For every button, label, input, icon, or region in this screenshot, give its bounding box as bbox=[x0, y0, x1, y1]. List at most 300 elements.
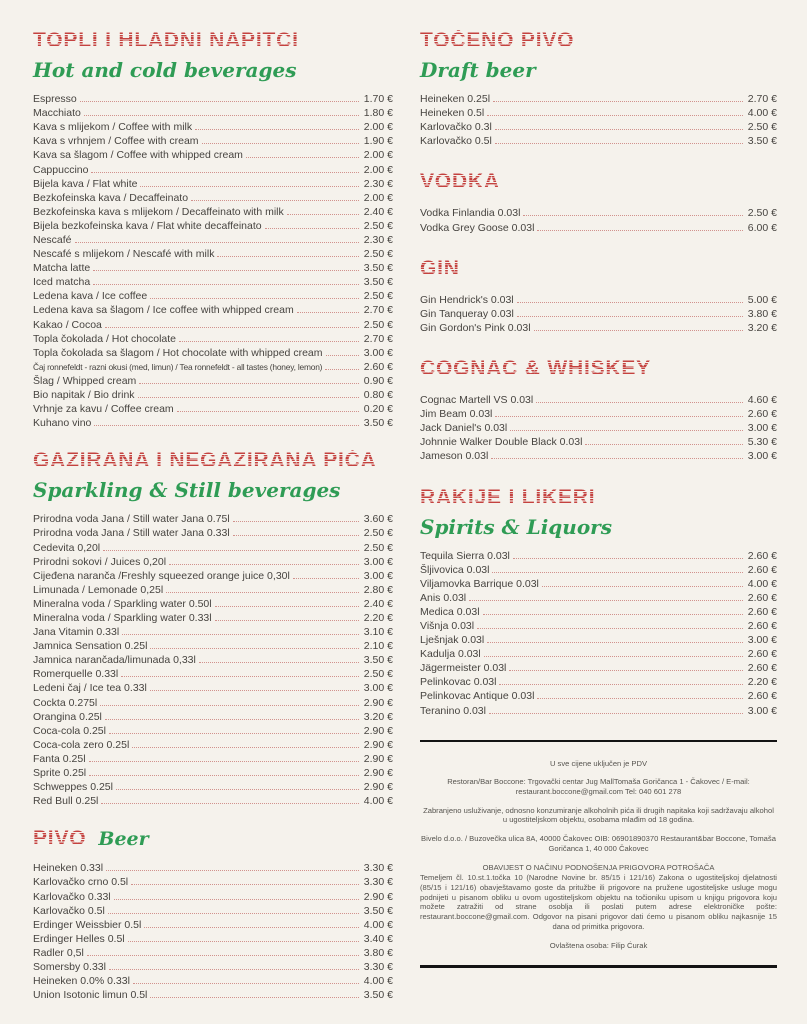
dot-leader bbox=[100, 705, 359, 706]
dot-leader bbox=[495, 416, 742, 417]
menu-item-row bbox=[33, 794, 393, 808]
item-price: 2.50 € bbox=[363, 668, 393, 681]
item-name: Bijela bezkofeinska kava / Flat white decaffeinato bbox=[33, 219, 262, 232]
dot-leader bbox=[114, 899, 359, 900]
dot-leader bbox=[217, 256, 358, 257]
item-price: 2.90 € bbox=[363, 738, 393, 751]
item-price: 3.50 € bbox=[363, 904, 393, 917]
menu-item-row bbox=[33, 416, 393, 430]
item-name: Kadulja 0.03l bbox=[420, 648, 481, 661]
item-name: Viljamovka Barrique 0.03l bbox=[420, 577, 539, 590]
menu-item-row bbox=[420, 633, 777, 647]
dot-leader bbox=[215, 606, 359, 607]
menu-item-row bbox=[33, 667, 393, 681]
item-name: Cijeđena naranča /Freshly squeezed orange juice 0,30l bbox=[33, 569, 290, 582]
item-name: Kava s vrhnjem / Coffee with cream bbox=[33, 135, 199, 148]
menu-item-row bbox=[33, 289, 393, 303]
item-name: Lješnjak 0.03l bbox=[420, 634, 485, 647]
dot-leader bbox=[487, 115, 743, 116]
item-price: 3.60 € bbox=[363, 513, 393, 526]
item-price: 0.80 € bbox=[363, 389, 393, 402]
company-info: Bivelo d.o.o. / Buzovečka ulica 8A, 40000 Čakovec OIB: 06901890370 Restaurant&bar Boccone, Tomaša Goričanca 1, 40 000 Čakovec bbox=[421, 834, 776, 853]
item-price: 2.50 € bbox=[363, 527, 393, 540]
item-price: 2.60 € bbox=[363, 360, 393, 373]
menu-items bbox=[420, 393, 777, 463]
menu-section-beer bbox=[33, 828, 393, 1002]
menu-item-row bbox=[33, 918, 393, 932]
item-price: 2.90 € bbox=[363, 767, 393, 780]
item-price: 2.70 € bbox=[363, 304, 393, 317]
item-price: 3.50 € bbox=[363, 417, 393, 430]
item-price: 2.60 € bbox=[747, 563, 777, 576]
dot-leader bbox=[195, 129, 359, 130]
dot-leader bbox=[325, 369, 359, 370]
section-header bbox=[420, 30, 777, 81]
dot-leader bbox=[105, 327, 359, 328]
menu-item-row bbox=[33, 332, 393, 346]
item-price: 2.00 € bbox=[363, 163, 393, 176]
menu-item-row bbox=[420, 221, 777, 235]
dot-leader bbox=[177, 411, 359, 412]
dot-leader bbox=[536, 402, 743, 403]
item-price: 2.30 € bbox=[363, 177, 393, 190]
menu-item-row bbox=[420, 321, 777, 335]
complaint-notice-title: OBAVIJEST O NAČINU PODNOŠENJA PRIGOVORA POTROŠAČA bbox=[482, 862, 715, 872]
section-subtitle: Spirits & Liquors bbox=[420, 514, 612, 539]
vat-note: U sve cijene uključen je PDV bbox=[549, 758, 648, 768]
item-price: 2.20 € bbox=[363, 612, 393, 624]
item-name: Cockta 0.275l bbox=[33, 696, 98, 709]
item-price: 3.80 € bbox=[747, 307, 777, 320]
item-name: Bio napitak / Bio drink bbox=[33, 389, 135, 402]
menu-item-row bbox=[33, 875, 393, 889]
item-price: 2.60 € bbox=[747, 408, 777, 421]
menu-items bbox=[420, 293, 777, 335]
item-name: Johnnie Walker Double Black 0.03l bbox=[420, 436, 583, 449]
item-price: 3.00 € bbox=[747, 704, 777, 717]
item-name: Limunada / Lemonade 0,25l bbox=[33, 583, 164, 596]
item-price: 3.50 € bbox=[363, 276, 393, 289]
dot-leader bbox=[523, 215, 742, 216]
item-price: 3.00 € bbox=[747, 634, 777, 647]
section-header bbox=[33, 30, 393, 81]
item-name: Karlovačko 0.33l bbox=[33, 890, 111, 903]
dot-leader bbox=[108, 913, 359, 914]
item-name: Nescafé s mlijekom / Nescafé with milk bbox=[33, 248, 215, 261]
menu-item-row bbox=[33, 318, 393, 332]
item-name: Kava sa šlagom / Coffee with whipped cream bbox=[33, 149, 243, 162]
item-price: 3.20 € bbox=[747, 321, 777, 334]
item-name: Orangina 0.25l bbox=[33, 710, 102, 723]
item-price: 2.00 € bbox=[363, 191, 393, 204]
contact-line: Restoran/Bar Boccone: Trgovački centar Jug MallTomaša Goričanca 1 - Čakovec / E-mail: restaurant.boccone@gmail.com Tel: 040 601 278 bbox=[447, 777, 750, 797]
menu-item-row bbox=[33, 191, 393, 205]
item-name: Fanta 0.25l bbox=[33, 752, 86, 765]
item-name: Coca-cola 0.25l bbox=[33, 724, 106, 737]
item-name: Topla čokolada sa šlagom / Hot chocolate with whipped cream bbox=[33, 346, 323, 359]
menu-item-row bbox=[33, 583, 393, 597]
menu-item-row bbox=[33, 233, 393, 247]
menu-item-row bbox=[33, 890, 393, 904]
item-price: 4.00 € bbox=[363, 975, 393, 988]
menu-item-row bbox=[33, 960, 393, 974]
item-price: 3.00 € bbox=[363, 346, 393, 359]
dot-leader bbox=[109, 733, 359, 734]
dot-leader bbox=[133, 983, 359, 984]
item-price: 3.50 € bbox=[747, 135, 777, 148]
item-price: 4.60 € bbox=[747, 394, 777, 407]
item-price: 2.50 € bbox=[363, 219, 393, 232]
item-name: Heineken 0.0% 0.33l bbox=[33, 975, 130, 988]
menu-item-row bbox=[33, 219, 393, 233]
menu-item-row bbox=[33, 346, 393, 360]
item-name: Ledena kava sa šlagom / Ice coffee with whipped cream bbox=[33, 304, 294, 317]
menu-item-row bbox=[420, 134, 777, 148]
dot-leader bbox=[493, 101, 743, 102]
dot-leader bbox=[150, 997, 358, 998]
item-name: Erdinger Weissbier 0.5l bbox=[33, 918, 142, 931]
item-price: 2.30 € bbox=[363, 233, 393, 246]
item-price: 2.60 € bbox=[747, 662, 777, 675]
complaint-notice-text: Temeljem čl. 10.st.1.točka 10 (Narodne Novine br. 85/15 i 121/16) Zakona o ugostiteljskoj djelatnosti (85/15 i 121/16) obavještavamo goste da pritužbe ili prigovore na pružene ugostiteljske usluge mogu podnijeti u pisanom obliku u ovom ugostiteljskom objektu na točioniku upisom u knjigu prigovora koju možete zatražiti od strane osoblja ili poslati putem adrese elektroničke pošte: restaurant.boccone@gmail.com. Odgovor na pisani prigovor dati ćemo u pisanom obliku najkasnije 15 dana od primitka prigovora. bbox=[420, 873, 777, 931]
item-name: Somersby 0.33l bbox=[33, 961, 106, 974]
dot-leader bbox=[509, 670, 742, 671]
item-name: Bijela kava / Flat white bbox=[33, 177, 138, 190]
item-price: 3.00 € bbox=[747, 450, 777, 463]
dot-leader bbox=[94, 425, 358, 426]
item-name: Cappuccino bbox=[33, 163, 89, 176]
menu-item-row bbox=[33, 625, 393, 639]
item-name: Karlovačko crno 0.5l bbox=[33, 876, 129, 889]
menu-item-row bbox=[33, 402, 393, 416]
item-price: 2.50 € bbox=[747, 121, 777, 134]
item-name: Mineralna voda / Sparkling water 0.50l bbox=[33, 597, 212, 610]
item-price: 3.30 € bbox=[363, 876, 393, 889]
item-price: 2.90 € bbox=[363, 752, 393, 765]
dot-leader bbox=[542, 586, 743, 587]
item-price: 3.30 € bbox=[363, 862, 393, 875]
item-price: 3.00 € bbox=[363, 555, 393, 568]
item-price: 3.00 € bbox=[747, 422, 777, 435]
item-name: Gin Tanqueray 0.03l bbox=[420, 307, 514, 320]
item-name: Union Isotonic limun 0.5l bbox=[33, 989, 148, 1002]
menu-item-row bbox=[33, 710, 393, 724]
dot-leader bbox=[265, 228, 359, 229]
dot-leader bbox=[293, 578, 359, 579]
dot-leader bbox=[215, 620, 359, 621]
section-header bbox=[420, 487, 777, 538]
item-name: Mineralna voda / Sparkling water 0.33l bbox=[33, 612, 212, 624]
item-name: Teranino 0.03l bbox=[420, 704, 486, 717]
item-name: Radler 0,5l bbox=[33, 946, 84, 959]
section-title: TOČENO PIVO bbox=[420, 30, 777, 52]
menu-item-row bbox=[33, 988, 393, 1002]
menu-item-row bbox=[33, 569, 393, 583]
dot-leader bbox=[75, 242, 359, 243]
item-name: Topla čokolada / Hot chocolate bbox=[33, 332, 177, 345]
menu-item-row bbox=[33, 92, 393, 106]
item-price: 3.50 € bbox=[363, 989, 393, 1002]
menu-items bbox=[33, 861, 393, 1002]
item-price: 2.10 € bbox=[363, 640, 393, 653]
dot-leader bbox=[89, 761, 359, 762]
item-price: 3.30 € bbox=[363, 961, 393, 974]
menu-item-row bbox=[33, 681, 393, 695]
item-name: Kuhano vino bbox=[33, 417, 92, 430]
menu-item-row bbox=[33, 780, 393, 794]
item-name: Tequila Sierra 0.03l bbox=[420, 549, 510, 562]
dot-leader bbox=[202, 143, 359, 144]
dot-leader bbox=[191, 200, 359, 201]
dot-leader bbox=[140, 186, 358, 187]
menu-item-row bbox=[33, 275, 393, 289]
menu-section-draft-beer bbox=[420, 30, 777, 148]
item-name: Bezkofeinska kava s mlijekom / Decaffeinato with milk bbox=[33, 205, 284, 218]
menu-item-row bbox=[420, 577, 777, 591]
menu-item-row bbox=[33, 752, 393, 766]
item-name: Vrhnje za kavu / Coffee cream bbox=[33, 403, 174, 416]
dot-leader bbox=[491, 458, 743, 459]
dot-leader bbox=[517, 316, 743, 317]
footer-top-rule bbox=[420, 740, 777, 742]
menu-item-row bbox=[33, 724, 393, 738]
dot-leader bbox=[477, 628, 743, 629]
menu-items bbox=[33, 92, 393, 430]
menu-item-row bbox=[33, 696, 393, 710]
item-name: Jameson 0.03l bbox=[420, 450, 489, 463]
item-price: 3.50 € bbox=[363, 262, 393, 275]
item-price: 2.50 € bbox=[363, 318, 393, 331]
dot-leader bbox=[121, 676, 359, 677]
dot-leader bbox=[489, 713, 743, 714]
item-price: 3.50 € bbox=[363, 654, 393, 667]
item-price: 6.00 € bbox=[747, 221, 777, 234]
item-price: 2.90 € bbox=[363, 696, 393, 709]
item-name: Cedevita 0,20l bbox=[33, 541, 101, 554]
dot-leader bbox=[513, 558, 743, 559]
dot-leader bbox=[169, 564, 359, 565]
menu-item-row bbox=[420, 407, 777, 421]
item-name: Cognac Martell VS 0.03l bbox=[420, 394, 534, 407]
menu-item-row bbox=[420, 120, 777, 134]
item-price: 2.70 € bbox=[363, 332, 393, 345]
item-name: Red Bull 0.25l bbox=[33, 795, 99, 808]
item-name: Matcha latte bbox=[33, 262, 91, 275]
menu-item-row bbox=[33, 946, 393, 960]
item-name: Pelinkovac 0.03l bbox=[420, 676, 497, 689]
menu-section-cognac-whiskey bbox=[420, 358, 777, 464]
section-title: TOPLI I HLADNI NAPITCI bbox=[33, 30, 393, 52]
item-price: 2.50 € bbox=[747, 207, 777, 220]
dot-leader bbox=[484, 656, 743, 657]
menu-item-row bbox=[33, 303, 393, 317]
item-price: 3.10 € bbox=[363, 626, 393, 639]
menu-item-row bbox=[33, 261, 393, 275]
section-header bbox=[420, 258, 777, 280]
dot-leader bbox=[233, 521, 359, 522]
item-name: Vodka Grey Goose 0.03l bbox=[420, 221, 535, 234]
menu-items bbox=[420, 549, 777, 718]
menu-item-row bbox=[420, 106, 777, 120]
item-name: Bezkofeinska kava / Decaffeinato bbox=[33, 191, 189, 204]
dot-leader bbox=[199, 662, 359, 663]
menu-item-row bbox=[420, 421, 777, 435]
menu-item-row bbox=[420, 647, 777, 661]
dot-leader bbox=[179, 341, 359, 342]
footer bbox=[420, 740, 777, 969]
item-name: Heineken 0.5l bbox=[420, 107, 485, 120]
section-title: PIVO bbox=[33, 827, 87, 851]
item-price: 4.00 € bbox=[747, 577, 777, 590]
menu-item-row bbox=[33, 611, 393, 625]
item-price: 3.20 € bbox=[363, 710, 393, 723]
menu-item-row bbox=[33, 374, 393, 388]
dot-leader bbox=[233, 535, 359, 536]
dot-leader bbox=[103, 550, 359, 551]
item-name: Iced matcha bbox=[33, 276, 91, 289]
item-name: Šljivovica 0.03l bbox=[420, 563, 490, 576]
section-title: VODKA bbox=[420, 171, 777, 193]
dot-leader bbox=[122, 634, 359, 635]
menu-item-row bbox=[33, 861, 393, 875]
item-price: 1.70 € bbox=[363, 93, 393, 106]
item-price: 2.70 € bbox=[747, 93, 777, 106]
dot-leader bbox=[131, 884, 359, 885]
item-name: Nescafé bbox=[33, 233, 72, 246]
dot-leader bbox=[246, 157, 359, 158]
menu-item-row bbox=[33, 148, 393, 162]
item-price: 2.90 € bbox=[363, 724, 393, 737]
item-name: Jamnica narančada/limunada 0,33l bbox=[33, 654, 196, 667]
item-price: 5.00 € bbox=[747, 293, 777, 306]
dot-leader bbox=[150, 298, 359, 299]
item-name: Gin Hendrick's 0.03l bbox=[420, 293, 514, 306]
menu-item-row bbox=[33, 597, 393, 611]
dot-leader bbox=[144, 927, 358, 928]
menu-item-row bbox=[420, 435, 777, 449]
right-column-sections bbox=[420, 30, 777, 718]
dot-leader bbox=[150, 690, 359, 691]
item-name: Schweppes 0.25l bbox=[33, 781, 113, 794]
section-title: GIN bbox=[420, 258, 777, 280]
dot-leader bbox=[109, 969, 359, 970]
item-name: Macchiato bbox=[33, 107, 81, 120]
item-name: Karlovačko 0.3l bbox=[420, 121, 492, 134]
dot-leader bbox=[483, 614, 743, 615]
dot-leader bbox=[128, 941, 359, 942]
item-name: Gin Gordon's Pink 0.03l bbox=[420, 321, 531, 334]
item-name: Čaj ronnefeldt - razni okusi (med, limun) / Tea ronnefeldt - all tastes (honey, lemon) bbox=[33, 361, 323, 372]
item-name: Šlag / Whipped cream bbox=[33, 374, 137, 387]
menu-item-row bbox=[420, 591, 777, 605]
dot-leader bbox=[492, 572, 742, 573]
item-name: Anis 0.03l bbox=[420, 591, 467, 604]
menu-section-hot-cold-beverages bbox=[33, 30, 393, 430]
item-price: 2.40 € bbox=[363, 597, 393, 610]
menu-item-row bbox=[33, 555, 393, 569]
dot-leader bbox=[534, 330, 743, 331]
dot-leader bbox=[93, 270, 359, 271]
dot-leader bbox=[150, 648, 358, 649]
item-name: Espresso bbox=[33, 93, 77, 106]
menu-item-row bbox=[33, 932, 393, 946]
item-price: 2.50 € bbox=[363, 248, 393, 261]
menu-item-row bbox=[33, 653, 393, 667]
dot-leader bbox=[91, 172, 358, 173]
section-title: COGNAC & WHISKEY bbox=[420, 358, 777, 380]
item-price: 2.00 € bbox=[363, 149, 393, 162]
item-price: 2.60 € bbox=[747, 620, 777, 633]
dot-leader bbox=[287, 214, 359, 215]
dot-leader bbox=[101, 803, 358, 804]
item-name: Prirodni sokovi / Juices 0,20l bbox=[33, 555, 167, 568]
item-price: 4.00 € bbox=[363, 795, 393, 808]
menu-item-row bbox=[33, 738, 393, 752]
item-name: Heineken 0.33l bbox=[33, 862, 104, 875]
menu-item-row bbox=[420, 689, 777, 703]
menu-item-row bbox=[33, 639, 393, 653]
menu-item-row bbox=[33, 766, 393, 780]
item-name: Medica 0.03l bbox=[420, 605, 480, 618]
item-price: 1.80 € bbox=[363, 107, 393, 120]
menu-item-row bbox=[33, 205, 393, 219]
menu-item-row bbox=[33, 106, 393, 120]
menu-item-row bbox=[420, 307, 777, 321]
item-name: Romerquelle 0.33l bbox=[33, 668, 119, 681]
menu-item-row bbox=[33, 904, 393, 918]
menu-item-row bbox=[33, 120, 393, 134]
menu-item-row bbox=[33, 388, 393, 402]
item-name: Ledena kava / Ice coffee bbox=[33, 290, 148, 303]
item-name: Kava s mlijekom / Coffee with milk bbox=[33, 121, 193, 134]
item-price: 2.90 € bbox=[363, 890, 393, 903]
item-price: 2.60 € bbox=[747, 648, 777, 661]
authorized-person: Ovlaštena osoba: Filip Ćurak bbox=[549, 940, 648, 950]
dot-leader bbox=[499, 684, 742, 685]
menu-item-row bbox=[420, 704, 777, 718]
dot-leader bbox=[537, 230, 742, 231]
menu-item-row bbox=[420, 206, 777, 220]
item-price: 2.50 € bbox=[363, 290, 393, 303]
item-price: 2.90 € bbox=[363, 781, 393, 794]
item-name: Sprite 0.25l bbox=[33, 767, 87, 780]
menu-items bbox=[420, 206, 777, 234]
section-header bbox=[420, 171, 777, 193]
menu-item-row bbox=[33, 360, 393, 374]
dot-leader bbox=[495, 143, 743, 144]
item-price: 3.40 € bbox=[363, 932, 393, 945]
menu-item-row bbox=[420, 661, 777, 675]
menu-items bbox=[420, 92, 777, 148]
menu-item-row bbox=[33, 163, 393, 177]
dot-leader bbox=[469, 600, 743, 601]
menu-item-row bbox=[33, 541, 393, 555]
menu-item-row bbox=[33, 512, 393, 526]
item-price: 2.00 € bbox=[363, 121, 393, 134]
item-name: Karlovačko 0.5l bbox=[33, 904, 105, 917]
section-header bbox=[33, 450, 393, 501]
item-name: Vodka Finlandia 0.03l bbox=[420, 207, 521, 220]
item-price: 2.60 € bbox=[747, 605, 777, 618]
menu-item-row bbox=[420, 675, 777, 689]
menu-section-spirits-liquors bbox=[420, 487, 777, 718]
dot-leader bbox=[585, 444, 742, 445]
menu-item-row bbox=[420, 293, 777, 307]
dot-leader bbox=[93, 284, 359, 285]
section-subtitle: Beer bbox=[98, 828, 149, 851]
item-name: Višnja 0.03l bbox=[420, 620, 475, 633]
item-price: 0.20 € bbox=[363, 403, 393, 416]
